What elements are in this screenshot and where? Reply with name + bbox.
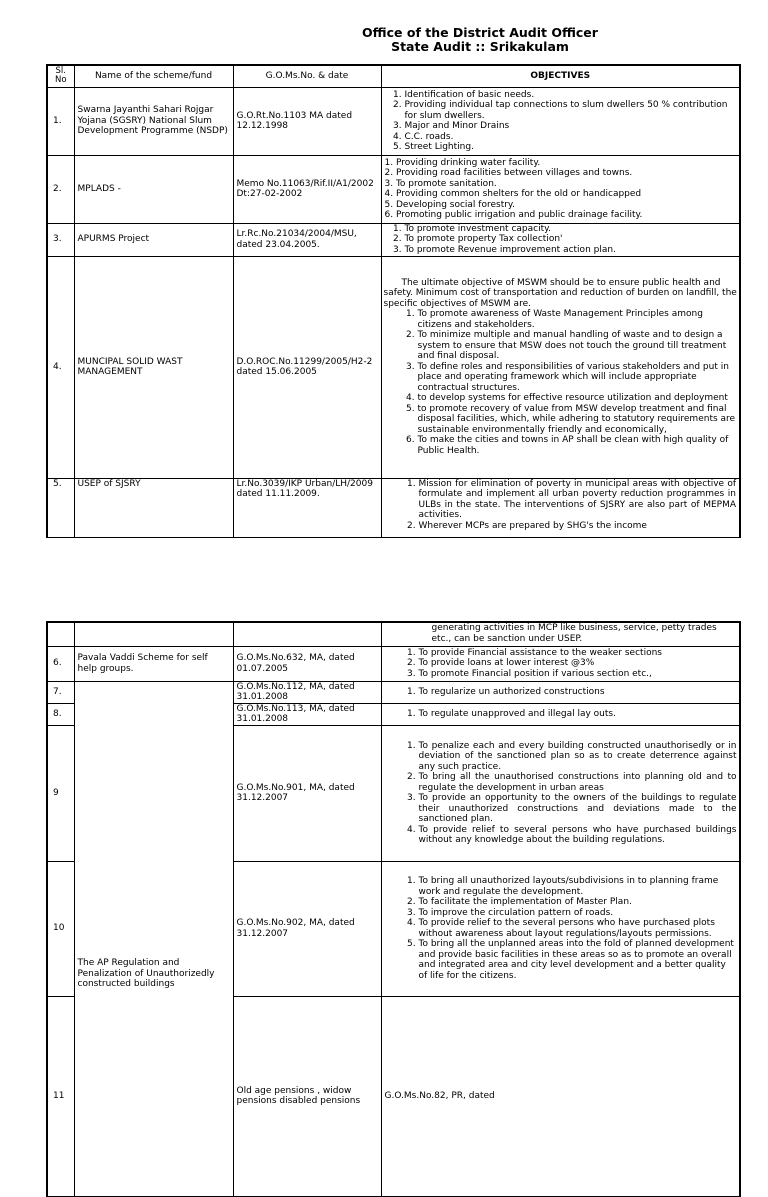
- objective-item: 5. Developing social forestry.: [384, 199, 515, 210]
- objective-item: 2. Providing road facilities between villages and towns.: [384, 168, 633, 178]
- row-go: G.O.Ms.No.82, PR, dated: [381, 996, 740, 1197]
- table-header-row: [47, 65, 740, 87]
- row-go: G.O.Ms.No.632, MA, dated 01.07.2005: [233, 646, 381, 681]
- objective-item: 2. To facilitate the implementation of Master Plan.: [419, 897, 737, 908]
- row-objectives: [381, 725, 740, 861]
- row-go: G.O.Ms.No.112, MA, dated 31.01.2008: [233, 681, 381, 703]
- row-go: [233, 622, 381, 646]
- schemes-table-page-1: [46, 64, 741, 538]
- row-scheme: Swarna Jayanthi Sahari Rojgar Yojana (SGSRY) National Slum Development Programme (NSDP): [74, 87, 233, 155]
- objective-item: 1. To regularize un authorized constructions: [419, 687, 737, 698]
- row-objectives: [381, 861, 740, 996]
- row-sl: 7.: [47, 681, 74, 703]
- row-go: G.O.Ms.No.902, MA, dated 31.12.2007: [233, 861, 381, 996]
- objective-item: 3. To promote Revenue improvement action plan.: [405, 245, 737, 256]
- objective-item: 6. Promoting public irrigation and public drainage facility.: [384, 210, 643, 220]
- row-objectives: [381, 478, 740, 537]
- row-scheme: USEP of SJSRY: [74, 478, 233, 537]
- objective-item: 2. To provide loans at lower interest @3%: [419, 658, 737, 669]
- objective-item: 1. To promote awareness of Waste Management Principles among citizens and stakeholders.: [418, 309, 738, 330]
- row-sl: 6.: [47, 646, 74, 681]
- objective-item: 1. Providing drinking water facility.: [384, 157, 541, 168]
- objective-item: 1. To penalize each and every building constructed unauthorisedly or in deviation of the sanctioned plan so as to create deterrence against any such practice.: [419, 741, 737, 773]
- table-row: [47, 256, 740, 478]
- table-row: [47, 155, 740, 223]
- row-objectives: [381, 703, 740, 725]
- col-go-number: G.O.Ms.No. & date: [233, 65, 381, 87]
- row-scheme: MPLADS -: [74, 155, 233, 223]
- table-row: [47, 622, 740, 646]
- row-scheme: MUNCIPAL SOLID WAST MANAGEMENT: [74, 256, 233, 478]
- row-scheme: The AP Regulation and Penalization of Unauthorizedly constructed buildings: [77, 958, 215, 989]
- col-scheme-name: Name of the scheme/fund: [74, 65, 233, 87]
- row-objectives: [381, 646, 740, 681]
- objective-item: 3. To promote sanitation.: [384, 178, 497, 189]
- row-objectives: [381, 87, 740, 155]
- objective-item: 1. To bring all unauthorized layouts/subdivisions in to planning frame work and regulate the development.: [419, 876, 737, 897]
- objective-item: 3. To improve the circulation pattern of roads.: [419, 908, 737, 919]
- row-objectives: [381, 155, 740, 223]
- row-sl: 11: [47, 996, 74, 1197]
- objective-item: 1. To promote investment capacity.: [405, 224, 737, 235]
- objective-item: 6. To make the cities and towns in AP shall be clean with high quality of Public Health.: [418, 435, 738, 456]
- row-go: G.O.Rt.No.1103 MA dated 12.12.1998: [233, 87, 381, 155]
- objective-item: 1. To provide Financial assistance to the weaker sections: [419, 648, 737, 659]
- row-sl: [47, 622, 74, 646]
- objective-item: 2. Wherever MCPs are prepared by SHG's the income: [419, 521, 737, 532]
- objective-item: generating activities in MCP like business, service, petty trades etc., can be sanction under USEP.: [431, 623, 717, 644]
- row-go: D.O.ROC.No.11299/2005/H2-2 dated 15.06.2005: [233, 256, 381, 478]
- merged-scheme-cell: [74, 681, 233, 1197]
- row-go: G.O.Ms.No.113, MA, dated 31.01.2008: [233, 703, 381, 725]
- row-go: G.O.Ms.No.901, MA, dated 31.12.2007: [233, 725, 381, 861]
- row-objectives: [381, 223, 740, 256]
- row-scheme: Pavala Vaddi Scheme for self help groups.: [74, 646, 233, 681]
- row-sl: 8.: [47, 703, 74, 725]
- objective-item: 5. Street Lighting.: [405, 142, 737, 153]
- objective-item: 2. To bring all the unauthorised constructions into planning old and to regulate the development in urban areas: [419, 772, 737, 793]
- row-objectives: [381, 681, 740, 703]
- objective-item: 2. To minimize multiple and manual handling of waste and to design a system to ensure that MSW does not touch the ground till treatment and final disposal.: [418, 330, 738, 362]
- col-objectives: OBJECTIVES: [381, 65, 740, 87]
- row-scheme: APURMS Project: [74, 223, 233, 256]
- row-sl: 3.: [47, 223, 74, 256]
- row-go: Lr.No.3039/IKP Urban/LH/2009 dated 11.11.2009.: [233, 478, 381, 537]
- objective-item: 4. C.C. roads.: [405, 132, 737, 143]
- table-row: [47, 646, 740, 681]
- objective-item: 4. To provide relief to several persons who have purchased buildings without any knowledge about the building regulations.: [419, 825, 737, 846]
- objective-item: 3. To promote Financial position if various section etc.,: [419, 669, 737, 680]
- table-row: [47, 223, 740, 256]
- row-go: Lr.Rc.No.21034/2004/MSU, dated 23.04.2005.: [233, 223, 381, 256]
- row-sl: 5.: [47, 478, 74, 537]
- row-sl: 10: [47, 861, 74, 996]
- office-title: Office of the District Audit Officer: [362, 25, 598, 40]
- office-subtitle: State Audit :: Srikakulam: [391, 39, 569, 54]
- row-objectives: [381, 256, 740, 478]
- col-sl-no: Sl. No: [47, 65, 74, 87]
- objective-item: 5. To bring all the unplanned areas into the fold of planned development and provide basic facilities in these areas so as to promote an overall and integrated area and city level development and a better quality of life for the citizens.: [419, 939, 737, 981]
- row-scheme: Old age pensions , widow pensions disabled pensions: [233, 996, 381, 1197]
- objective-item: 5. to promote recovery of value from MSW develop treatment and final disposal facilities, which, while adhering to statutory requirements are sustainable environmentally friendly and economically,: [418, 404, 738, 436]
- office-header: [330, 26, 630, 54]
- objective-item: 4. To provide relief to the several persons who have purchased plots without awareness about layout regulations/layouts permissions.: [419, 918, 737, 939]
- objective-item: 3. Major and Minor Drains: [405, 121, 737, 132]
- table-row: [47, 478, 740, 537]
- row-scheme: [74, 622, 233, 646]
- objective-item: 3. To provide an opportunity to the owners of the buildings to regulate their unauthorized constructions and deviations made to the sanctioned plan.: [419, 793, 737, 825]
- objective-item: 3. To define roles and responsibilities of various stakeholders and put in place and operating framework which will include appropriate contractual structures.: [418, 362, 738, 394]
- objective-item: 1. Identification of basic needs.: [405, 90, 737, 101]
- objective-item: 4. to develop systems for effective resource utilization and deployment: [418, 393, 738, 404]
- row-sl: 2.: [47, 155, 74, 223]
- objective-item: 1. Mission for elimination of poverty in municipal areas with objective of formulate and implement all urban poverty reduction programmes in ULBs in the state. The interventions of SJSRY are also part of MEPMA activities.: [419, 479, 737, 521]
- objective-item: 2. To promote property Tax collection': [405, 234, 737, 245]
- table-row: [47, 87, 740, 155]
- row-go: Memo No.11063/Rif.II/A1/2002 Dt:27-02-2002: [233, 155, 381, 223]
- row-sl: 4.: [47, 256, 74, 478]
- objective-intro: The ultimate objective of MSWM should be to ensure public health and safety. Minimum cost of transportation and reduction of burden on landfill, the specific objectives of MSWM are.: [383, 277, 737, 309]
- objective-item: 4. Providing common shelters for the old or handicapped: [384, 189, 642, 199]
- objective-item: 2. Providing individual tap connections to slum dwellers 50 % contribution for slum dwellers.: [405, 100, 737, 121]
- row-sl: 1.: [47, 87, 74, 155]
- row-sl: 9: [47, 725, 74, 861]
- schemes-table-page-2: [46, 621, 741, 1197]
- table-row: [47, 681, 740, 703]
- row-objectives: [381, 622, 740, 646]
- objective-item: 1. To regulate unapproved and illegal lay outs.: [419, 709, 737, 720]
